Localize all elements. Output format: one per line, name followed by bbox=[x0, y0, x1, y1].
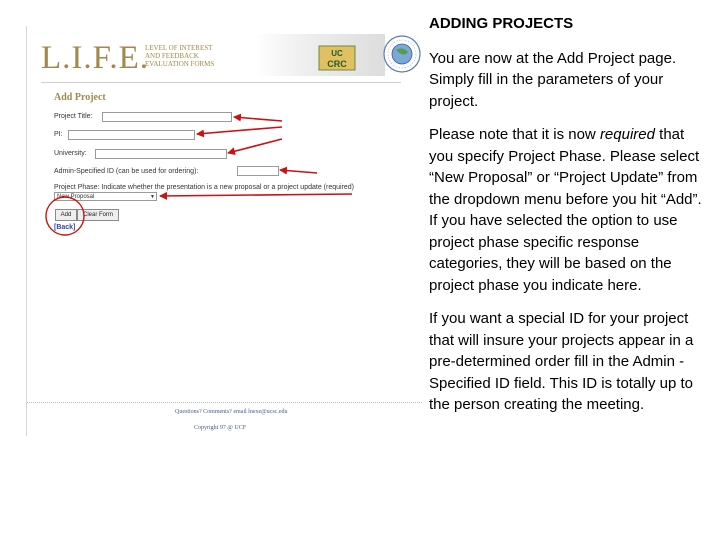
footer-divider bbox=[27, 402, 422, 403]
form-title: Add Project bbox=[54, 92, 106, 103]
phase-paragraph-emphasis: required bbox=[599, 126, 655, 143]
life-logo: L.I.F.E. bbox=[41, 40, 150, 76]
pi-label: PI: bbox=[54, 131, 63, 138]
logo-tagline-line-2: AND FEEDBACK bbox=[145, 52, 199, 60]
admin-id-paragraph: If you want a special ID for your project that will insure your projects appear in a pre-determined order fill in the Admin -Specified ID field. This ID is totally up to the person creating the meeting. bbox=[429, 310, 694, 413]
crc-top-text: UC bbox=[331, 49, 343, 58]
chevron-down-icon: ▼ bbox=[150, 194, 155, 200]
admin-id-input[interactable] bbox=[237, 166, 279, 176]
footer-copyright: Copyright 97 @ UCF bbox=[194, 425, 247, 431]
project-phase-value: New Proposal bbox=[57, 194, 95, 200]
app-screenshot bbox=[26, 26, 422, 436]
university-input[interactable] bbox=[95, 149, 227, 159]
crc-bottom-text: CRC bbox=[327, 59, 347, 69]
project-phase-label: Project Phase: Indicate whether the presentation is a new proposal or a project update (required) bbox=[54, 184, 355, 191]
pi-input[interactable] bbox=[68, 130, 195, 140]
arrow-to-project-phase bbox=[160, 194, 352, 196]
admin-id-label: Admin-Specified ID (can be used for ordering): bbox=[54, 168, 199, 175]
annotation-overlay bbox=[27, 26, 422, 436]
footer-questions: Questions? Comments? email lnexe@ucsc.edu bbox=[175, 409, 288, 415]
add-button[interactable]: Add bbox=[55, 209, 77, 221]
arrow-to-university bbox=[228, 139, 282, 153]
logo-tagline bbox=[145, 44, 214, 68]
logo-tagline-line-3: EVALUATION FORMS bbox=[145, 60, 215, 68]
globe-seal-icon bbox=[382, 34, 422, 74]
project-title-label: Project Title: bbox=[54, 113, 93, 120]
instruction-text bbox=[429, 13, 711, 416]
intro-paragraph: You are now at the Add Project page. Simply fill in the parameters of your project. bbox=[429, 49, 677, 110]
back-link[interactable]: [Back] bbox=[54, 224, 76, 231]
logo-tagline-line-1: LEVEL OF INTEREST bbox=[145, 44, 213, 52]
university-label: University: bbox=[54, 150, 87, 157]
arrow-to-pi bbox=[197, 127, 282, 134]
arrow-to-project-title bbox=[234, 117, 282, 121]
phase-paragraph bbox=[429, 124, 711, 296]
header-divider bbox=[41, 82, 401, 83]
phase-paragraph-start: Please note that it is now bbox=[429, 126, 600, 143]
clear-form-button[interactable]: Clear Form bbox=[77, 209, 119, 221]
uc-crc-logo bbox=[317, 40, 357, 74]
project-title-input[interactable] bbox=[102, 112, 232, 122]
phase-paragraph-end: that you specify Project Phase. Please select “New Proposal” or “Project Update” from the dropdown menu before you hit “Add”. If you have selected the option to use project phase specific response categories, they will be based on the project phase you indicate here. bbox=[429, 126, 702, 294]
project-phase-select[interactable] bbox=[54, 192, 157, 201]
slide-heading: ADDING PROJECTS bbox=[429, 15, 574, 32]
arrow-to-admin-id bbox=[280, 170, 317, 173]
